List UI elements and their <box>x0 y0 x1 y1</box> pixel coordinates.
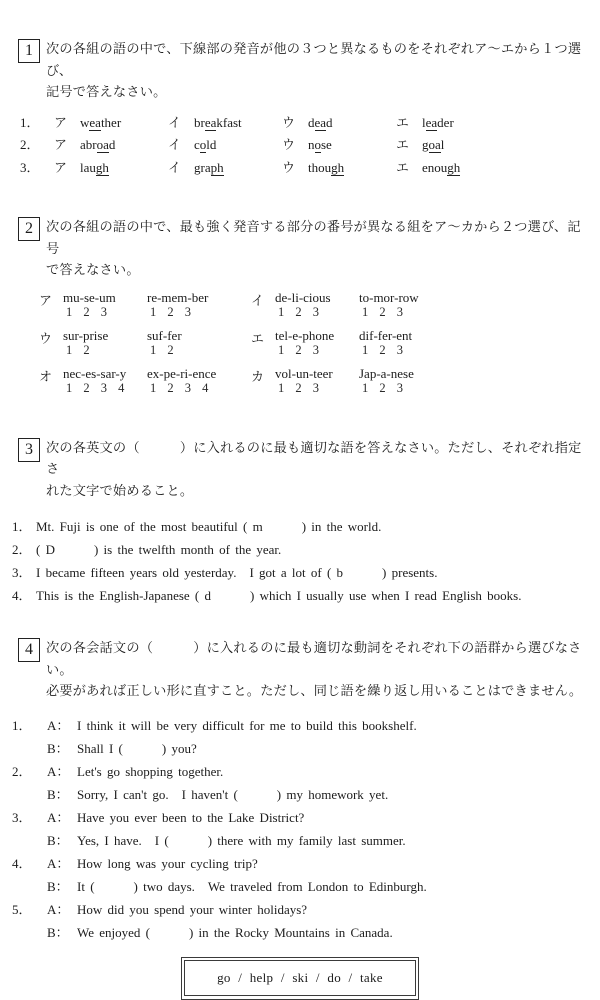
fill-in-item-1 <box>12 515 588 538</box>
instruction-line-1: 次の各組の語の中で、最も強く発音する部分の番号が異なる組をア～カから２つ選び、記号 <box>46 219 581 256</box>
instruction-line-2: 必要があれば正しい形に直すこと。ただし、同じ語を繰り返し用いることはできません。 <box>46 683 583 698</box>
syllables: tel-e-phone <box>275 327 335 343</box>
pronunciation-row-2 <box>20 134 588 157</box>
syllables: mu-se-um <box>63 289 116 305</box>
word-with-numbers <box>275 290 359 319</box>
item-number-spacer <box>12 737 47 760</box>
word-underlined: oa <box>428 137 441 152</box>
section-instruction <box>46 216 588 281</box>
syllable-numbers: 1 2 3 <box>150 304 191 319</box>
dialog-item-3 <box>12 806 588 852</box>
stress-group-ka <box>251 366 588 395</box>
option-word <box>80 137 115 153</box>
word-pre: lau <box>80 159 96 175</box>
dialog-text: How long was your cycling trip? <box>77 855 258 871</box>
syllables: dif-fer-ent <box>359 327 413 343</box>
word-underlined: oa <box>96 137 109 152</box>
dialog-line-a <box>12 852 588 875</box>
word-underlined: gh <box>331 159 345 175</box>
fill-in-items <box>12 515 588 607</box>
option-kana: エ <box>396 159 410 175</box>
dialog-text: Shall I ( ) you? <box>77 740 197 756</box>
word-pre: gra <box>194 159 211 175</box>
sentence-text: ( D ) is the twelfth month of the year. <box>36 542 282 557</box>
word-pre: br <box>194 114 205 130</box>
syllable-numbers: 1 2 3 4 <box>150 380 209 395</box>
option-word <box>194 137 216 153</box>
sentence-text: I became fifteen years old yesterday. I got a lot of ( b ) presents. <box>36 565 438 580</box>
dialog-line-a <box>12 806 588 829</box>
option-word <box>308 115 333 131</box>
word-pre: c <box>194 137 200 152</box>
option-u <box>282 112 396 135</box>
word-underlined: ea <box>204 114 217 130</box>
option-word <box>80 115 121 131</box>
stress-group-o <box>39 366 251 395</box>
word-bank-box <box>181 957 420 1000</box>
pronunciation-row-1 <box>20 112 588 135</box>
dialog-text: Let's go shopping together. <box>77 763 224 779</box>
dialog-text: How did you spend your winter holidays? <box>77 901 308 917</box>
item-number: 3． <box>12 565 32 580</box>
section-number-box <box>18 638 40 662</box>
word-underlined: ea <box>314 114 327 130</box>
word-post: ld <box>206 137 217 152</box>
stress-group-u <box>39 328 251 357</box>
section-3 <box>12 437 588 608</box>
option-word <box>422 160 460 176</box>
speaker-label: B： <box>47 878 69 894</box>
syllables: re-mem-ber <box>147 289 209 305</box>
option-kana: ウ <box>282 114 296 130</box>
dialog-line-b <box>12 875 588 898</box>
word-with-numbers <box>359 328 588 357</box>
dialog-items <box>12 714 588 944</box>
speaker-label: B： <box>47 832 69 848</box>
section-3-header <box>12 437 588 502</box>
dialog-line-a <box>12 760 588 783</box>
speaker-label: B： <box>47 924 69 940</box>
syllable-numbers: 1 2 3 4 <box>66 380 125 395</box>
word-pre: l <box>422 114 426 130</box>
item-number-spacer <box>12 829 47 852</box>
syllable-numbers: 1 2 <box>66 342 90 357</box>
fill-in-item-3 <box>12 561 588 584</box>
option-u <box>282 157 396 180</box>
dialog-line-b <box>12 783 588 806</box>
group-kana: カ <box>251 368 265 384</box>
option-i <box>168 112 282 135</box>
word-pre: n <box>308 137 315 152</box>
word-with-numbers <box>359 290 588 319</box>
dialog-item-4 <box>12 852 588 898</box>
option-a <box>54 157 168 180</box>
fill-in-item-2 <box>12 538 588 561</box>
syllables: ex-pe-ri-ence <box>147 365 217 381</box>
option-kana: エ <box>396 114 410 130</box>
group-kana: ア <box>39 292 53 308</box>
syllable-numbers: 1 2 <box>150 342 174 357</box>
section-4-header <box>12 637 588 702</box>
word-bank-inner-border <box>184 960 416 996</box>
word-with-numbers <box>63 290 147 319</box>
word-underlined: ea <box>425 114 438 130</box>
stress-group-a <box>39 290 251 319</box>
item-number-spacer <box>12 783 47 806</box>
section-instruction <box>46 38 588 103</box>
word-pre: enou <box>422 159 448 175</box>
word-post: d <box>326 114 333 130</box>
sentence-text: This is the English-Japanese ( d ) which I usually use when I read English books. <box>36 588 522 603</box>
section-number: 4 <box>25 641 33 658</box>
instruction-line-1: 次の各会話文の（ ）に入れるのに最も適切な動詞をそれぞれ下の語群から選びなさい。 <box>46 640 582 677</box>
word-post: der <box>437 114 454 130</box>
speaker-label: B： <box>47 740 69 756</box>
syllables: suf-fer <box>147 327 182 343</box>
syllable-numbers: 1 2 3 <box>66 304 107 319</box>
speaker-label: B： <box>47 786 69 802</box>
speaker-label: A： <box>47 763 70 779</box>
item-number: 2． <box>12 763 32 779</box>
speaker-label: A： <box>47 901 70 917</box>
word-with-numbers <box>147 328 251 357</box>
option-word <box>194 160 224 176</box>
word-with-numbers <box>63 328 147 357</box>
dialog-item-5 <box>12 898 588 944</box>
section-number: 3 <box>25 440 33 458</box>
option-u <box>282 134 396 157</box>
stress-group-i <box>251 290 588 319</box>
group-kana: ウ <box>39 330 53 346</box>
word-with-numbers <box>275 366 359 395</box>
item-number: 3． <box>20 159 40 175</box>
group-kana: オ <box>39 368 53 384</box>
pronunciation-row-3 <box>20 157 588 180</box>
section-number-box <box>18 217 40 241</box>
option-kana: エ <box>396 137 410 152</box>
word-underlined: ph <box>210 159 224 175</box>
word-pre: d <box>308 114 315 130</box>
word-pre: w <box>80 114 90 130</box>
option-e <box>396 157 588 180</box>
stress-group-e <box>251 328 588 357</box>
dialog-line-a <box>12 898 588 921</box>
syllables: nec-es-sar-y <box>63 365 127 381</box>
item-number-spacer <box>12 875 47 898</box>
section-number-box <box>18 438 40 462</box>
dialog-line-b <box>12 829 588 852</box>
option-kana: イ <box>168 159 182 175</box>
section-2-header <box>12 216 588 281</box>
instruction-line-2: れた文字で始めること。 <box>46 482 194 498</box>
item-number: 1． <box>12 717 32 733</box>
word-underlined: gh <box>95 159 109 175</box>
option-kana: イ <box>168 114 182 130</box>
section-4 <box>12 637 588 1000</box>
item-number: 4． <box>12 588 32 603</box>
option-word <box>80 160 109 176</box>
word-post: d <box>108 137 116 152</box>
syllable-numbers: 1 2 3 <box>278 304 319 319</box>
item-number: 2． <box>12 542 32 557</box>
dialog-item-1 <box>12 714 588 760</box>
syllable-numbers: 1 2 3 <box>362 342 403 357</box>
option-word <box>308 160 344 176</box>
group-kana: エ <box>251 330 265 346</box>
stress-groups <box>39 290 588 395</box>
word-with-numbers <box>147 366 251 395</box>
dialog-text: I think it will be very difficult for me to build this bookshelf. <box>77 717 417 733</box>
item-number: 1． <box>12 519 32 534</box>
word-post: se <box>321 137 332 152</box>
syllables: de-li-cious <box>275 289 331 305</box>
dialog-text: Have you ever been to the Lake District? <box>77 809 305 825</box>
item-number: 5． <box>12 901 32 917</box>
word-post: l <box>440 137 445 152</box>
option-kana: ウ <box>282 137 296 152</box>
word-pre: abr <box>80 137 97 152</box>
section-number-box <box>18 39 40 63</box>
dialog-line-b <box>12 737 588 760</box>
group-kana: イ <box>251 292 265 308</box>
option-kana: イ <box>168 137 182 152</box>
item-number: 1． <box>20 114 40 130</box>
section-number: 1 <box>25 42 33 59</box>
pronunciation-rows <box>20 112 588 180</box>
word-with-numbers <box>63 366 147 395</box>
syllable-numbers: 1 2 3 <box>278 342 319 357</box>
section-instruction <box>46 437 588 502</box>
word-pre: thou <box>308 159 332 175</box>
option-word <box>194 115 242 131</box>
instruction-line-2: 記号で答えなさい。 <box>46 84 167 99</box>
instruction-line-1: 次の各英文の（ ）に入れるのに最も適切な語を答えなさい。ただし、それぞれ指定さ <box>46 439 582 476</box>
option-kana: ア <box>54 114 68 130</box>
option-e <box>396 134 588 157</box>
word-with-numbers <box>359 366 588 395</box>
speaker-label: A： <box>47 809 70 825</box>
word-post: kfast <box>216 114 242 130</box>
syllables: sur-prise <box>63 327 109 343</box>
option-word <box>422 137 444 153</box>
section-1-header <box>12 38 588 103</box>
word-with-numbers <box>147 290 251 319</box>
syllable-numbers: 1 2 3 <box>278 380 319 395</box>
option-kana: ウ <box>282 159 296 175</box>
dialog-text: It ( ) two days. We traveled from London to Edinburgh. <box>77 878 427 894</box>
word-with-numbers <box>275 328 359 357</box>
word-underlined: o <box>314 137 321 152</box>
dialog-text: We enjoyed ( ) in the Rocky Mountains in Canada. <box>77 924 393 940</box>
word-pre: g <box>422 137 429 152</box>
word-underlined: gh <box>447 159 461 175</box>
sentence-text: Mt. Fuji is one of the most beautiful ( m ) in the world. <box>36 519 382 534</box>
word-underlined: o <box>199 137 207 152</box>
option-word <box>422 115 454 131</box>
item-number: 3． <box>12 809 32 825</box>
fill-in-item-4 <box>12 584 588 607</box>
option-a <box>54 134 168 157</box>
word-bank-words: go / help / ski / do / take <box>217 970 383 985</box>
option-a <box>54 112 168 135</box>
syllables: to-mor-row <box>359 289 419 305</box>
section-1 <box>12 38 588 179</box>
instruction-line-1: 次の各組の語の中で、下線部の発音が他の３つと異なるものをそれぞれア～エから１つ選び、 <box>46 41 582 78</box>
speaker-label: A： <box>47 855 70 871</box>
dialog-item-2 <box>12 760 588 806</box>
dialog-line-b <box>12 921 588 944</box>
option-i <box>168 157 282 180</box>
word-post: ther <box>100 114 122 130</box>
option-kana: ア <box>54 159 68 175</box>
syllable-numbers: 1 2 3 <box>362 380 403 395</box>
syllable-numbers: 1 2 3 <box>362 304 403 319</box>
instruction-line-2: で答えなさい。 <box>46 262 140 277</box>
item-number: 2． <box>20 137 40 152</box>
item-number-spacer <box>12 921 47 944</box>
option-e <box>396 112 588 135</box>
syllables: vol-un-teer <box>275 365 333 381</box>
dialog-text: Sorry, I can't go. I haven't ( ) my homework yet. <box>77 786 389 802</box>
word-underlined: ea <box>89 114 101 130</box>
option-i <box>168 134 282 157</box>
section-2 <box>12 216 588 395</box>
option-kana: ア <box>54 137 68 152</box>
syllables: Jap-a-nese <box>359 365 414 381</box>
speaker-label: A： <box>47 717 70 733</box>
dialog-line-a <box>12 714 588 737</box>
option-word <box>308 137 332 153</box>
section-number: 2 <box>25 220 33 237</box>
dialog-text: Yes, I have. I ( ) there with my family last summer. <box>77 832 406 848</box>
item-number: 4． <box>12 855 32 871</box>
section-instruction <box>46 637 588 702</box>
